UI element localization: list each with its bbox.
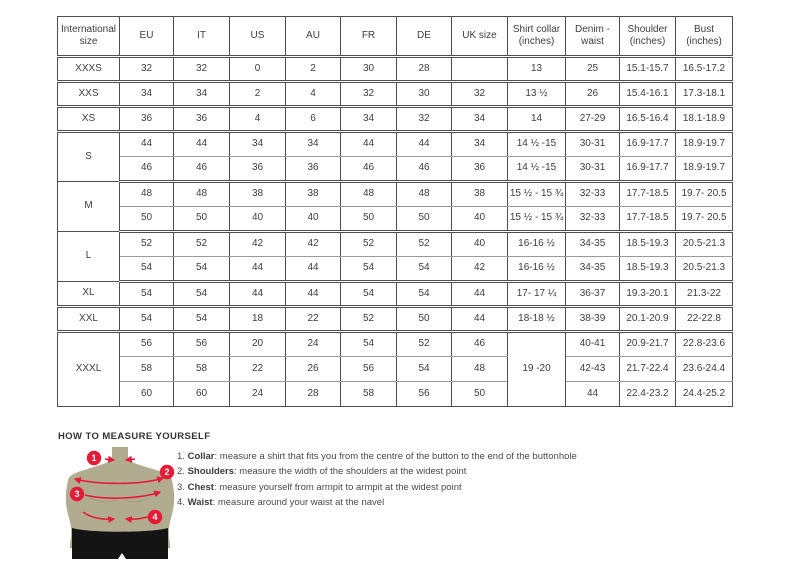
size-cell: 46 (452, 332, 508, 357)
size-cell: 22 (286, 307, 341, 332)
size-cell: 52 (397, 232, 452, 257)
size-cell: 54 (174, 307, 230, 332)
size-cell: 42 (230, 232, 286, 257)
size-cell: 36 (230, 157, 286, 182)
size-cell: 38 (286, 182, 341, 207)
measure-item-shoulders (177, 464, 577, 479)
size-cell: 54 (341, 282, 397, 307)
size-cell: 50 (397, 307, 452, 332)
size-cell: 20 (230, 332, 286, 357)
size-cell: 2 (286, 57, 341, 82)
size-cell: 30 (397, 82, 452, 107)
size-cell: 36 (120, 107, 174, 132)
item-number: 4. (177, 497, 185, 509)
size-cell: 54 (341, 332, 397, 357)
mannequin-shorts (72, 528, 168, 559)
size-cell: 52 (120, 232, 174, 257)
item-number: 3. (177, 481, 185, 493)
table-row (58, 232, 733, 257)
size-cell: 2 (230, 82, 286, 107)
mannequin-figure (58, 446, 182, 566)
size-cell: 15 ½ - 15 ¾ (508, 182, 566, 207)
size-cell: 44 (397, 132, 452, 157)
size-cell: 20.5-21.3 (676, 257, 733, 282)
measure-item-collar (177, 449, 577, 464)
size-cell: 22.4-23.2 (620, 382, 676, 407)
column-header: Shoulder (inches) (620, 17, 676, 57)
size-cell: 44 (120, 132, 174, 157)
size-cell: 50 (452, 382, 508, 407)
size-cell: 42-43 (566, 357, 620, 382)
size-cell: 42 (286, 232, 341, 257)
size-cell: 50 (174, 207, 230, 232)
size-cell: 20.9-21.7 (620, 332, 676, 357)
size-cell: 16.9-17.7 (620, 157, 676, 182)
size-cell: 34-35 (566, 257, 620, 282)
table-row (58, 282, 733, 307)
size-cell: 60 (174, 382, 230, 407)
size-cell: 32 (120, 57, 174, 82)
column-header: UK size (452, 17, 508, 57)
size-cell: 56 (120, 332, 174, 357)
column-header: IT (174, 17, 230, 57)
size-cell: 48 (341, 182, 397, 207)
size-cell: 26 (566, 82, 620, 107)
size-cell: 46 (341, 157, 397, 182)
size-cell: 34 (174, 82, 230, 107)
size-cell: 36 (174, 107, 230, 132)
size-cell: 19.7- 20.5 (676, 182, 733, 207)
measure-item-chest (177, 480, 577, 495)
size-cell: 54 (397, 357, 452, 382)
size-cell: 58 (341, 382, 397, 407)
size-cell: 52 (174, 232, 230, 257)
table-row (58, 107, 733, 132)
item-text: : measure a shirt that fits you from the centre of the button to the end of the buttonhole (214, 451, 577, 462)
size-cell: 60 (120, 382, 174, 407)
size-cell: 25 (566, 57, 620, 82)
size-cell: 54 (397, 257, 452, 282)
size-cell: 42 (452, 257, 508, 282)
size-chart (57, 16, 733, 407)
item-number: 1. (177, 451, 185, 462)
size-cell: 44 (341, 132, 397, 157)
size-cell: 56 (397, 382, 452, 407)
size-cell: 0 (230, 57, 286, 82)
size-cell: 54 (341, 257, 397, 282)
size-cell: 48 (120, 182, 174, 207)
size-cell: 17.7-18.5 (620, 182, 676, 207)
size-label: XXS (58, 82, 120, 107)
size-cell: 14 ½ -15 (508, 157, 566, 182)
size-cell: 18-18 ½ (508, 307, 566, 332)
size-cell: 56 (341, 357, 397, 382)
size-cell: 20.1-20.9 (620, 307, 676, 332)
table-row (58, 207, 733, 232)
size-cell: 44 (230, 282, 286, 307)
size-cell: 24.4-25.2 (676, 382, 733, 407)
size-cell: 22-22.8 (676, 307, 733, 332)
size-label: L (58, 232, 120, 282)
size-cell: 44 (174, 132, 230, 157)
table-row (58, 382, 733, 407)
size-cell: 13 ½ (508, 82, 566, 107)
size-cell: 21.7-22.4 (620, 357, 676, 382)
table-row (58, 57, 733, 82)
size-cell: 40 (452, 207, 508, 232)
size-cell: 30-31 (566, 132, 620, 157)
size-cell: 48 (397, 182, 452, 207)
size-label: XS (58, 107, 120, 132)
collar-cell-merged: 19 -20 (508, 332, 566, 407)
size-cell: 52 (341, 232, 397, 257)
size-cell: 54 (174, 257, 230, 282)
size-cell: 58 (174, 357, 230, 382)
size-cell: 16.5-16.4 (620, 107, 676, 132)
size-cell: 44 (286, 257, 341, 282)
size-cell: 26 (286, 357, 341, 382)
size-cell: 19.3-20.1 (620, 282, 676, 307)
size-cell: 34 (452, 132, 508, 157)
size-cell: 46 (397, 157, 452, 182)
size-cell: 52 (341, 307, 397, 332)
size-cell: 40-41 (566, 332, 620, 357)
size-cell: 50 (120, 207, 174, 232)
column-header: Denim - waist (566, 17, 620, 57)
measure-section-title: HOW TO MEASURE YOURSELF (58, 431, 211, 442)
size-cell: 40 (230, 207, 286, 232)
size-label: XXXS (58, 57, 120, 82)
size-cell: 22.8-23.6 (676, 332, 733, 357)
size-cell: 44 (452, 282, 508, 307)
size-cell: 54 (174, 282, 230, 307)
size-cell: 54 (120, 307, 174, 332)
size-cell: 30-31 (566, 157, 620, 182)
badge-2-number: 2 (164, 467, 170, 478)
size-cell: 48 (174, 182, 230, 207)
size-cell: 15.1-15.7 (620, 57, 676, 82)
size-cell: 34 (286, 132, 341, 157)
size-cell: 32 (397, 107, 452, 132)
table-row (58, 157, 733, 182)
size-cell: 44 (286, 282, 341, 307)
size-cell: 17- 17 ¼ (508, 282, 566, 307)
size-cell: 38 (230, 182, 286, 207)
size-cell: 32 (452, 82, 508, 107)
size-cell: 18 (230, 307, 286, 332)
size-cell: 18.1-18.9 (676, 107, 733, 132)
size-cell: 28 (397, 57, 452, 82)
size-cell: 44 (566, 382, 620, 407)
size-cell: 34 (452, 107, 508, 132)
size-cell: 48 (452, 357, 508, 382)
item-label: Chest (187, 481, 214, 493)
size-cell: 36-37 (566, 282, 620, 307)
size-cell: 4 (286, 82, 341, 107)
size-cell: 46 (120, 157, 174, 182)
size-cell: 13 (508, 57, 566, 82)
item-label: Shoulders (187, 466, 235, 478)
column-header: EU (120, 17, 174, 57)
table-row (58, 182, 733, 207)
size-cell: 58 (120, 357, 174, 382)
size-cell: 50 (341, 207, 397, 232)
badge-3-number: 3 (74, 489, 80, 500)
column-header: Shirt collar (inches) (508, 17, 566, 57)
size-label: XL (58, 282, 120, 307)
size-cell: 17.3-18.1 (676, 82, 733, 107)
table-row (58, 357, 733, 382)
column-header: US (230, 17, 286, 57)
item-number: 2. (177, 466, 185, 478)
size-cell: 34 (230, 132, 286, 157)
item-text: : measure around your waist at the navel (212, 497, 385, 509)
size-cell: 16.9-17.7 (620, 132, 676, 157)
size-cell: 54 (397, 282, 452, 307)
size-cell: 32 (341, 82, 397, 107)
item-label: Waist (187, 497, 213, 509)
size-cell: 54 (120, 257, 174, 282)
size-cell: 56 (174, 332, 230, 357)
size-cell: 4 (230, 107, 286, 132)
size-cell: 16.5-17.2 (676, 57, 733, 82)
size-cell: 32-33 (566, 207, 620, 232)
size-cell: 46 (174, 157, 230, 182)
size-cell: 24 (286, 332, 341, 357)
size-cell: 34-35 (566, 232, 620, 257)
size-cell: 18.9-19.7 (676, 157, 733, 182)
measure-instructions (177, 449, 577, 511)
collar-arrow-left (105, 459, 114, 460)
size-cell: 20.5-21.3 (676, 232, 733, 257)
size-cell: 6 (286, 107, 341, 132)
size-label: XXXL (58, 332, 120, 407)
item-text: : measure the width of the shoulders at the widest point (234, 466, 467, 478)
badge-1-number: 1 (91, 453, 97, 464)
column-header: Bust (inches) (676, 17, 733, 57)
size-cell: 40 (286, 207, 341, 232)
size-cell: 15 ½ - 15 ¾ (508, 207, 566, 232)
size-cell: 32 (174, 57, 230, 82)
size-cell: 52 (397, 332, 452, 357)
size-cell: 32-33 (566, 182, 620, 207)
size-cell: 34 (120, 82, 174, 107)
table-row (58, 257, 733, 282)
size-cell: 18.5-19.3 (620, 232, 676, 257)
size-cell: 21.3-22 (676, 282, 733, 307)
size-cell: 24 (230, 382, 286, 407)
header-row (58, 17, 733, 57)
size-cell: 38-39 (566, 307, 620, 332)
column-header: DE (397, 17, 452, 57)
table-row (58, 307, 733, 332)
size-cell: 30 (341, 57, 397, 82)
size-cell: 19.7- 20.5 (676, 207, 733, 232)
size-cell: 14 ½ -15 (508, 132, 566, 157)
table-row (58, 132, 733, 157)
table-row (58, 82, 733, 107)
column-header: International size (58, 17, 120, 57)
size-cell: 22 (230, 357, 286, 382)
size-cell: 44 (452, 307, 508, 332)
size-cell: 54 (120, 282, 174, 307)
item-label: Collar (187, 451, 215, 462)
column-header: FR (341, 17, 397, 57)
size-label: S (58, 132, 120, 182)
size-cell: 36 (286, 157, 341, 182)
size-cell: 18.5-19.3 (620, 257, 676, 282)
size-cell: 34 (341, 107, 397, 132)
size-cell: 15.4-16.1 (620, 82, 676, 107)
size-label: XXL (58, 307, 120, 332)
size-cell: 44 (230, 257, 286, 282)
size-cell: 36 (452, 157, 508, 182)
size-cell: 27-29 (566, 107, 620, 132)
size-cell: 50 (397, 207, 452, 232)
item-text: : measure yourself from armpit to armpit at the widest point (213, 481, 462, 493)
size-cell: 17.7-18.5 (620, 207, 676, 232)
size-cell: 16-16 ½ (508, 232, 566, 257)
size-cell: 23.6-24.4 (676, 357, 733, 382)
size-cell: 38 (452, 182, 508, 207)
size-label: M (58, 182, 120, 232)
badge-4-number: 4 (152, 512, 158, 523)
table-row (58, 332, 733, 357)
collar-arrow-right (126, 459, 135, 460)
size-table (57, 16, 733, 407)
size-cell: 28 (286, 382, 341, 407)
measure-item-waist (177, 495, 577, 510)
size-cell: 16-16 ½ (508, 257, 566, 282)
size-cell (452, 57, 508, 82)
size-cell: 14 (508, 107, 566, 132)
size-cell: 18.9-19.7 (676, 132, 733, 157)
column-header: AU (286, 17, 341, 57)
size-cell: 40 (452, 232, 508, 257)
